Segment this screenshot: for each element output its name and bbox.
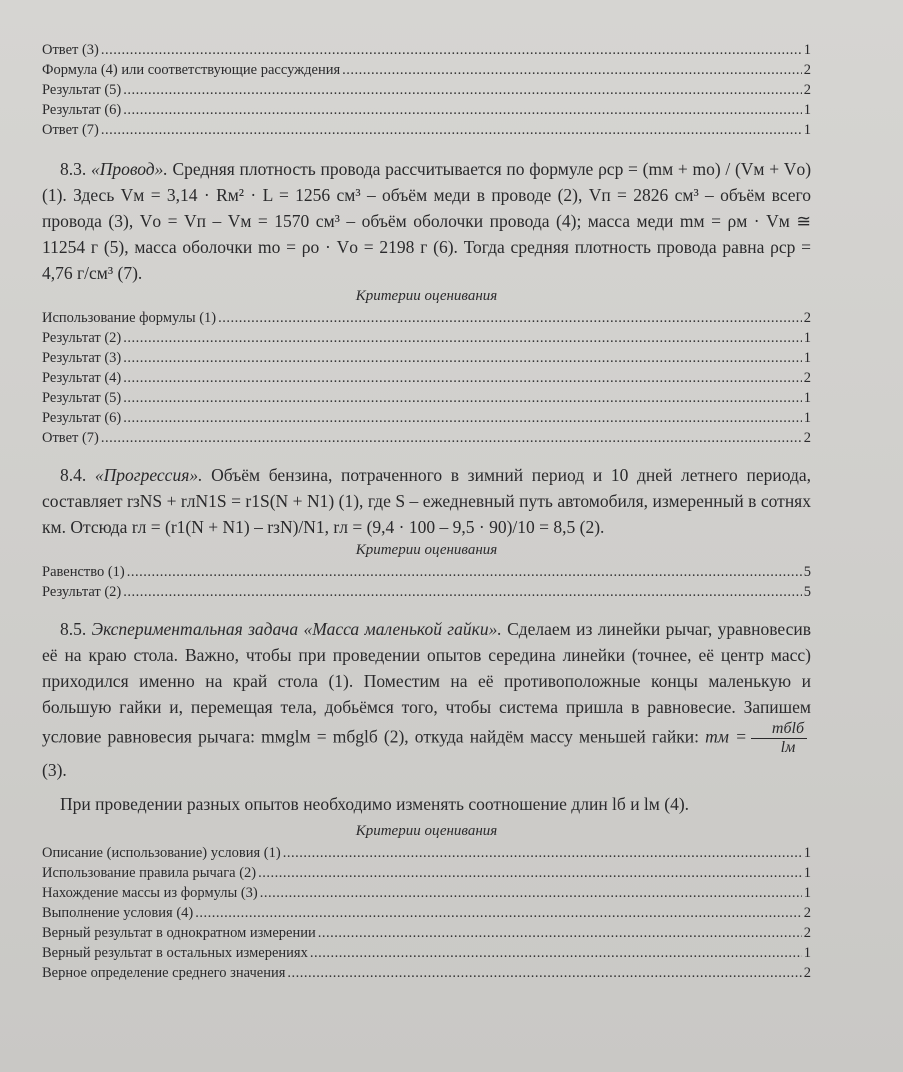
criteria-row: Верное определение среднего значения ..... 2 [42,963,811,983]
criteria-row: Результат (3) ..... 1 [42,348,811,368]
section-8-5-criteria [42,843,811,983]
criteria-row: Формула (4) или соответствующие рассуждения ..... 2 [42,60,811,80]
criteria-row: Результат (4) ..... 2 [42,368,811,388]
criteria-heading: Критерии оценивания [355,823,498,839]
criteria-row: Выполнение условия (4) ..... 2 [42,903,811,923]
fraction-denominator: lм [780,739,796,756]
section-8-5-text: 8.5. Экспериментальная задача «Масса маленькой гайки». Сделаем из линейки рычаг, уравновесив её на краю стола. Важно, чтобы при проведении опытов середина линейки (точнее, её центр масс) приходился именно на край стола (1). Поместим на её противоположные концы маленькую и большую гайки и, перемещая тела, добьёмся того, чтобы система пришла в равновесие. Запишем условие равновесия рычага: mмglм = mбglб (2), откуда найдём массу меньшей гайки: mм = $\frac{\text{mбlб}}{lм}$ (3). [42,619,811,780]
criteria-heading: Критерии оценивания [355,288,498,304]
criteria-row: Результат (5) ..... 2 [42,80,811,100]
mass-fraction [751,720,807,757]
section-8-3-criteria [42,308,811,448]
criteria-row: Ответ (3) ..... 1 [42,40,811,60]
section-8-5-title: Экспериментальная задача «Масса маленькой гайки». [91,619,502,639]
criteria-row: Использование формулы (1) ..... 2 [42,308,811,328]
mass-equation-lhs: mм = [705,726,747,747]
criteria-row: Верный результат в однократном измерении ..... 2 [42,923,811,943]
fraction-numerator: mбlб [751,720,807,739]
section-8-4-title: «Прогрессия». [94,465,203,485]
criteria-row: Использование правила рычага (2) ..... 1 [42,863,811,883]
section-8-4-text: 8.4. «Прогрессия». Объём бензина, потраченного в зимний период и 10 дней летнего периода, составляет rзNS + rлN1S = r1S(N + N1) (1), где S – ежедневный путь автомобиля, измеренный в сотнях км. Отсюда rл = (r1(N + N1) – rзN)/N1, rл = (9,4 · 100 – 9,5 · 90)/10 = 8,5 (2). [42,465,811,537]
section-8-3-formulas: ρср = (mм + mо) / (Vм + Vо) (1). Здесь Vм = 3,14 · Rм² · L = 1256 см³ – объём меди в проводе (2), Vп = 2826 см³ – объём всего провода (3), Vо = Vп – Vм = 1570 см³ – объём оболочки провода (4); масса меди mм = ρм · Vм ≅ 11254 г (5), масса оболочки mо = ρо · Vо = 2198 г (6). Тогда средняя плотность провода равна ρср = 4,76 г/см³ (7). [42,159,812,283]
criteria-row: Результат (6) ..... 1 [42,408,811,428]
section-8-3-text: 8.3. «Провод». Средняя плотность провода рассчитывается по формуле ρср = (mм + mо) / (Vм + Vо) (1). Здесь Vм = 3,14 · Rм² · L = 1256 см³ – объём меди в проводе (2), Vп = 2826 см³ – объём всего провода (3), Vо = Vп – Vм = 1570 см³ – объём оболочки провода (4); масса меди mм = ρм · Vм ≅ 11254 г (5), масса оболочки mо = ρо · Vо = 2198 г (6). Тогда средняя плотность провода равна ρср = 4,76 г/см³ (7). [42,159,812,283]
section-8-3-title: «Провод». [90,159,168,179]
section-8-3 [42,156,811,448]
criteria-row: Ответ (7) ..... 2 [42,428,811,448]
criteria-row: Нахождение массы из формулы (3) ..... 1 [42,883,811,903]
criteria-row: Результат (2) ..... 5 [42,582,811,602]
criteria-row: Описание (использование) условия (1) ..... 1 [42,843,811,863]
criteria-row: Ответ (7) ..... 1 [42,120,811,140]
criteria-row: Результат (2) ..... 1 [42,328,811,348]
criteria-heading: Критерии оценивания [355,542,498,558]
section-8-4 [42,462,811,602]
section-8-4-criteria [42,562,811,602]
section-8-5-text-2: При проведении разных опытов необходимо изменять соотношение длин lб и lм (4). [60,794,690,814]
criteria-row: Равенство (1) ..... 5 [42,562,811,582]
criteria-row: Результат (5) ..... 1 [42,388,811,408]
top-criteria-list [42,40,811,140]
criteria-row: Верный результат в остальных измерениях ..... 1 [42,943,811,963]
criteria-row: Результат (6) ..... 1 [42,100,811,120]
section-8-5 [42,616,811,983]
lever-equation: mмglм = mбglб (2), откуда найдём массу меньшей гайки: [261,726,699,747]
